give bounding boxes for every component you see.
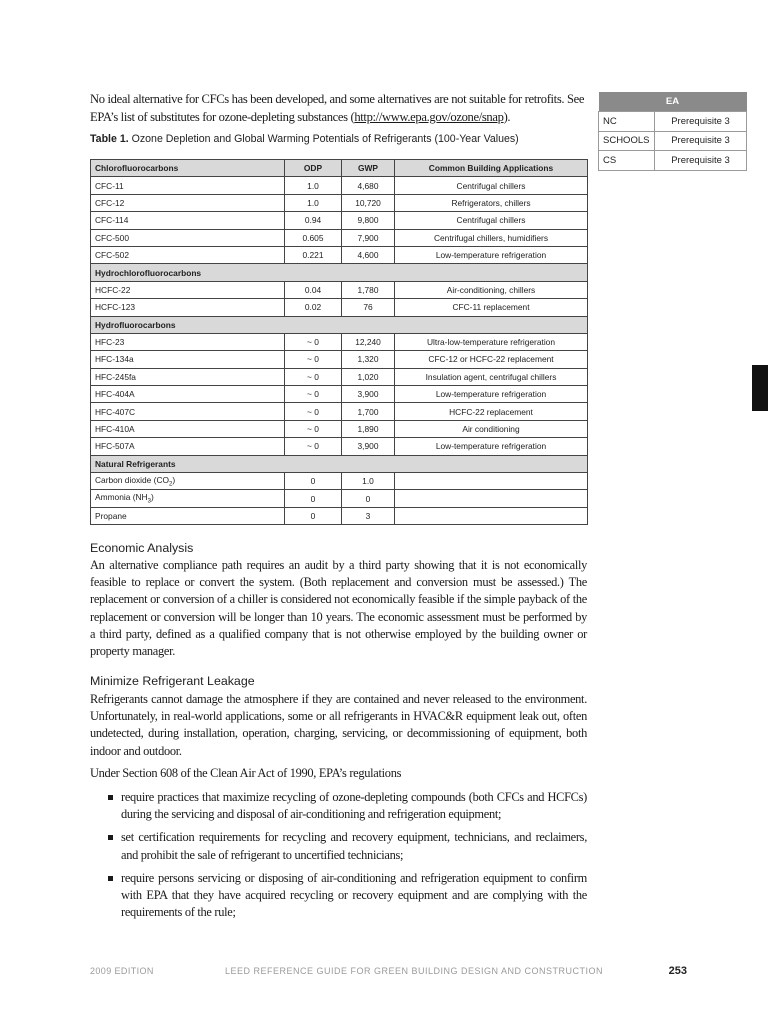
co2-subscript: 2 bbox=[169, 481, 173, 488]
table-caption bbox=[90, 133, 590, 145]
rating-system: NC bbox=[599, 112, 655, 132]
application-value bbox=[395, 473, 588, 490]
epa-snap-link[interactable]: http://www.epa.gov/ozone/snap bbox=[354, 110, 504, 124]
page-footer bbox=[90, 966, 687, 980]
gwp-value: 4,680 bbox=[342, 177, 395, 194]
table-header-row bbox=[91, 160, 588, 177]
footer-book-title: LEED REFERENCE GUIDE FOR GREEN BUILDING DESIGN AND CONSTRUCTION bbox=[225, 966, 604, 976]
gwp-value: 12,240 bbox=[342, 333, 395, 350]
header-applications: Common Building Applications bbox=[395, 160, 588, 177]
application-value: Insulation agent, centrifugal chillers bbox=[395, 368, 588, 385]
gwp-value: 3 bbox=[342, 507, 395, 524]
economic-analysis-heading: Economic Analysis bbox=[90, 541, 194, 555]
refrigerant-name: HFC-407C bbox=[91, 403, 285, 420]
intro-text-end: ). bbox=[503, 110, 511, 124]
table-caption-text: Ozone Depletion and Global Warming Potentials of Refrigerants (100-Year Values) bbox=[131, 133, 519, 145]
gwp-value: 1,320 bbox=[342, 351, 395, 368]
gwp-value: 76 bbox=[342, 299, 395, 316]
refrigerant-name: HFC-404A bbox=[91, 386, 285, 403]
table-group-row bbox=[91, 455, 588, 472]
gwp-value: 1.0 bbox=[342, 473, 395, 490]
refrigerant-leakage-heading: Minimize Refrigerant Leakage bbox=[90, 674, 255, 688]
odp-value: 1.0 bbox=[285, 194, 342, 211]
application-value: Refrigerators, chillers bbox=[395, 194, 588, 211]
group-hydrochlorofluorocarbons: Hydrochlorofluorocarbons bbox=[91, 264, 588, 281]
refrigerant-name bbox=[91, 473, 285, 490]
refrigerant-name: CFC-11 bbox=[91, 177, 285, 194]
odp-value: ~ 0 bbox=[285, 438, 342, 455]
odp-value: 0 bbox=[285, 490, 342, 507]
application-value: Air conditioning bbox=[395, 420, 588, 437]
application-value: Centrifugal chillers, humidifiers bbox=[395, 229, 588, 246]
gwp-value: 1,890 bbox=[342, 420, 395, 437]
gwp-value: 1,780 bbox=[342, 281, 395, 298]
list-item bbox=[108, 789, 587, 823]
refrigerant-leakage-paragraph: Refrigerants cannot damage the atmosphere if they are contained and never released to the environment. Unfortunately, in real-world applications, some or all refrigerants in HVAC&R equipment leak out, often undetected, during installation, operation, charging, servicing, or decommissioning of equipment, both indoor and outdoor. bbox=[90, 692, 587, 758]
header-gwp: GWP bbox=[342, 160, 395, 177]
application-value: Ultra-low-temperature refrigeration bbox=[395, 333, 588, 350]
application-value: CFC-12 or HCFC-22 replacement bbox=[395, 351, 588, 368]
table-row bbox=[91, 299, 588, 316]
refrigerant-name: HFC-23 bbox=[91, 333, 285, 350]
odp-value: ~ 0 bbox=[285, 403, 342, 420]
gwp-value: 1,700 bbox=[342, 403, 395, 420]
application-value bbox=[395, 490, 588, 507]
gwp-value: 10,720 bbox=[342, 194, 395, 211]
header-odp: ODP bbox=[285, 160, 342, 177]
table-caption-label: Table 1. bbox=[90, 133, 129, 145]
list-item bbox=[108, 829, 587, 863]
table-row bbox=[91, 351, 588, 368]
list-item-text: require persons servicing or disposing of air-conditioning and refrigeration equipment to confirm with EPA that they have acquired recycling or recovery equipment and are complying with the requirements of the rule; bbox=[121, 870, 587, 920]
gwp-value: 0 bbox=[342, 490, 395, 507]
table-row bbox=[91, 420, 588, 437]
gwp-value: 3,900 bbox=[342, 438, 395, 455]
refrigerant-name: HCFC-123 bbox=[91, 299, 285, 316]
list-item-text: require practices that maximize recycling of ozone-depleting compounds (both CFCs and HCFCs) during the servicing and disposal of air-conditioning and refrigeration equipment; bbox=[121, 790, 587, 822]
application-value: Centrifugal chillers bbox=[395, 177, 588, 194]
footer-edition: 2009 EDITION bbox=[90, 966, 154, 976]
refrigerant-name: HFC-134a bbox=[91, 351, 285, 368]
refrigerant-name: CFC-502 bbox=[91, 246, 285, 263]
refrigerant-table bbox=[90, 159, 588, 525]
application-value: Air-conditioning, chillers bbox=[395, 281, 588, 298]
odp-value: ~ 0 bbox=[285, 368, 342, 385]
application-value: Low-temperature refrigeration bbox=[395, 438, 588, 455]
group-natural-refrigerants: Natural Refrigerants bbox=[91, 455, 588, 472]
economic-analysis-paragraph: An alternative compliance path requires an audit by a third party showing that it is not economically feasible to replace or convert the system. (Both replacement and conversion must be assessed.) The replacement or conversion of a chiller is considered not economically feasible if the simple payback of the replacement or conversion will be longer than 10 years. The economic assessment must be performed by a third party, defined as a qualified company that is not otherwise employed by the building owner or property manager. bbox=[90, 558, 587, 659]
co2-close: ) bbox=[172, 474, 176, 485]
ea-row bbox=[599, 112, 747, 132]
clean-air-act-intro: Under Section 608 of the Clean Air Act of 1990, EPA’s regulations bbox=[90, 766, 402, 780]
odp-value: 0 bbox=[285, 473, 342, 490]
table-row bbox=[91, 212, 588, 229]
gwp-value: 1,020 bbox=[342, 368, 395, 385]
square-bullet-icon bbox=[108, 835, 113, 840]
intro-paragraph bbox=[90, 90, 590, 126]
gwp-value: 7,900 bbox=[342, 229, 395, 246]
refrigerant-name bbox=[91, 490, 285, 507]
prerequisite-label: Prerequisite 3 bbox=[655, 131, 747, 151]
odp-value: 0.221 bbox=[285, 246, 342, 263]
ea-row bbox=[599, 151, 747, 171]
table-row bbox=[91, 177, 588, 194]
application-value: Low-temperature refrigeration bbox=[395, 386, 588, 403]
prerequisite-label: Prerequisite 3 bbox=[655, 151, 747, 171]
square-bullet-icon bbox=[108, 795, 113, 800]
table-row bbox=[91, 386, 588, 403]
application-value: Centrifugal chillers bbox=[395, 212, 588, 229]
ea-row bbox=[599, 131, 747, 151]
application-value: CFC-11 replacement bbox=[395, 299, 588, 316]
refrigerant-name: CFC-500 bbox=[91, 229, 285, 246]
table-row bbox=[91, 490, 588, 507]
page-number: 253 bbox=[668, 965, 687, 977]
gwp-value: 3,900 bbox=[342, 386, 395, 403]
nh3-subscript: 3 bbox=[147, 498, 151, 505]
table-row bbox=[91, 473, 588, 490]
gwp-value: 4,600 bbox=[342, 246, 395, 263]
regulation-list bbox=[108, 789, 587, 927]
rating-system: CS bbox=[599, 151, 655, 171]
nh3-close: ) bbox=[150, 492, 154, 503]
ea-credit-box bbox=[598, 92, 747, 171]
ea-box-title: EA bbox=[599, 92, 747, 112]
header-chlorofluorocarbons: Chlorofluorocarbons bbox=[91, 160, 285, 177]
rating-system: SCHOOLS bbox=[599, 131, 655, 151]
odp-value: ~ 0 bbox=[285, 386, 342, 403]
table-row bbox=[91, 368, 588, 385]
list-item-text: set certification requirements for recycling and recovery equipment, technicians, and reclaimers, and prohibit the sale of refrigerant to uncertified technicians; bbox=[121, 830, 587, 862]
odp-value: ~ 0 bbox=[285, 351, 342, 368]
gwp-value: 9,800 bbox=[342, 212, 395, 229]
table-row bbox=[91, 403, 588, 420]
odp-value: 0 bbox=[285, 507, 342, 524]
refrigerant-name: HFC-410A bbox=[91, 420, 285, 437]
odp-value: ~ 0 bbox=[285, 333, 342, 350]
refrigerant-name: CFC-12 bbox=[91, 194, 285, 211]
section-tab-marker bbox=[752, 365, 768, 411]
table-row bbox=[91, 246, 588, 263]
refrigerant-name: HFC-245fa bbox=[91, 368, 285, 385]
list-item bbox=[108, 870, 587, 922]
table-group-row bbox=[91, 316, 588, 333]
odp-value: 0.02 bbox=[285, 299, 342, 316]
refrigerant-name: CFC-114 bbox=[91, 212, 285, 229]
application-value: Low-temperature refrigeration bbox=[395, 246, 588, 263]
intro-text: No ideal alternative for CFCs has been developed, and some alternatives are not suitable for retrofits. See EPA’s list of substitutes for ozone-depleting substances ( bbox=[90, 92, 585, 124]
group-hydrofluorocarbons: Hydrofluorocarbons bbox=[91, 316, 588, 333]
odp-value: 0.605 bbox=[285, 229, 342, 246]
table-row bbox=[91, 194, 588, 211]
prerequisite-label: Prerequisite 3 bbox=[655, 112, 747, 132]
co2-name: Carbon dioxide (CO bbox=[95, 474, 170, 485]
odp-value: 0.94 bbox=[285, 212, 342, 229]
table-row bbox=[91, 281, 588, 298]
application-value bbox=[395, 507, 588, 524]
odp-value: ~ 0 bbox=[285, 420, 342, 437]
square-bullet-icon bbox=[108, 876, 113, 881]
nh3-name: Ammonia (NH bbox=[95, 492, 148, 503]
odp-value: 0.04 bbox=[285, 281, 342, 298]
odp-value: 1.0 bbox=[285, 177, 342, 194]
refrigerant-name: HCFC-22 bbox=[91, 281, 285, 298]
table-row bbox=[91, 229, 588, 246]
refrigerant-name: Propane bbox=[91, 507, 285, 524]
table-row bbox=[91, 333, 588, 350]
table-row bbox=[91, 438, 588, 455]
application-value: HCFC-22 replacement bbox=[395, 403, 588, 420]
refrigerant-name: HFC-507A bbox=[91, 438, 285, 455]
table-row bbox=[91, 507, 588, 524]
table-group-row bbox=[91, 264, 588, 281]
